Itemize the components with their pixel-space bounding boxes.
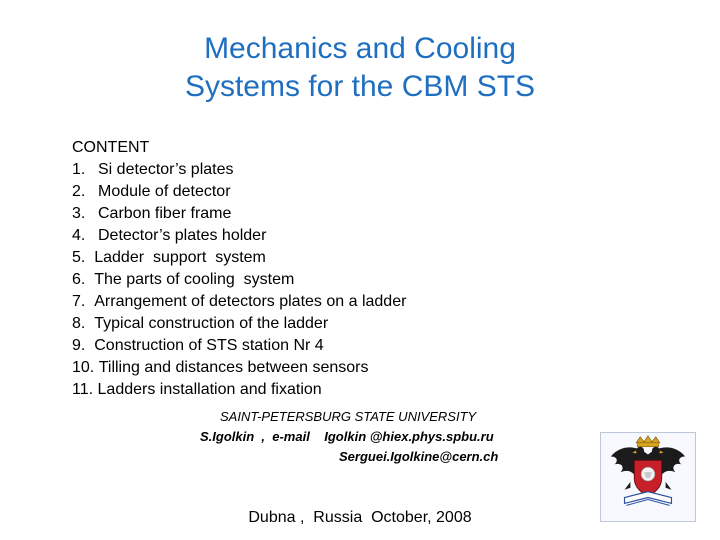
content-item-6 [72, 269, 592, 291]
content-item-5 [72, 247, 592, 269]
content-item-7 [72, 291, 592, 313]
content-item-number: 6. [72, 271, 86, 288]
content-item-text: Carbon fiber frame [98, 205, 232, 222]
slide-title-line-1: Mechanics and Cooling [204, 32, 516, 65]
content-item-number: 8. [72, 315, 86, 332]
content-item-text: Construction of STS station Nr 4 [94, 337, 324, 354]
content-item-number: 2. [72, 183, 86, 200]
content-item-text: The parts of cooling system [94, 271, 295, 288]
slide-title-line-2: Systems for the CBM STS [184, 70, 536, 103]
content-item-number: 7. [72, 293, 86, 310]
content-item-2 [72, 181, 592, 203]
content-item-number: 5. [72, 249, 86, 266]
content-item-number: 9. [72, 337, 86, 354]
content-heading: CONTENT [72, 139, 150, 156]
university-name: SAINT-PETERSBURG STATE UNIVERSITY [220, 409, 477, 424]
content-item-number: 4. [72, 227, 86, 244]
content-item-number: 10. [72, 359, 95, 376]
content-list [72, 159, 592, 401]
content-item-9 [72, 335, 592, 357]
content-item-1 [72, 159, 592, 181]
content-item-3 [72, 203, 592, 225]
content-item-text: Si detector’s plates [98, 161, 234, 178]
footer-location-date: Dubna , Russia October, 2008 [248, 509, 472, 526]
content-item-text: Tilling and distances between sensors [98, 359, 369, 376]
content-item-11 [72, 379, 592, 401]
slide-title [0, 30, 720, 106]
content-item-8 [72, 313, 592, 335]
secondary-email: Serguei.Igolkine@cern.ch [339, 449, 499, 464]
content-item-text: Ladders installation and fixation [97, 381, 322, 398]
content-item-10 [72, 357, 592, 379]
content-item-number: 11. [72, 381, 94, 398]
content-item-text: Typical construction of the ladder [94, 315, 329, 332]
content-section [72, 137, 592, 401]
content-item-number: 1. [72, 161, 86, 178]
content-item-number: 3. [72, 205, 86, 222]
content-item-text: Arrangement of detectors plates on a ladder [94, 293, 407, 310]
content-item-4 [72, 225, 592, 247]
content-item-text: Detector’s plates holder [98, 227, 267, 244]
content-item-text: Module of detector [98, 183, 231, 200]
author-email-line: S.Igolkin , e-mail Igolkin @hiex.phys.spbu.ru [200, 429, 494, 444]
content-item-text: Ladder support system [94, 249, 266, 266]
